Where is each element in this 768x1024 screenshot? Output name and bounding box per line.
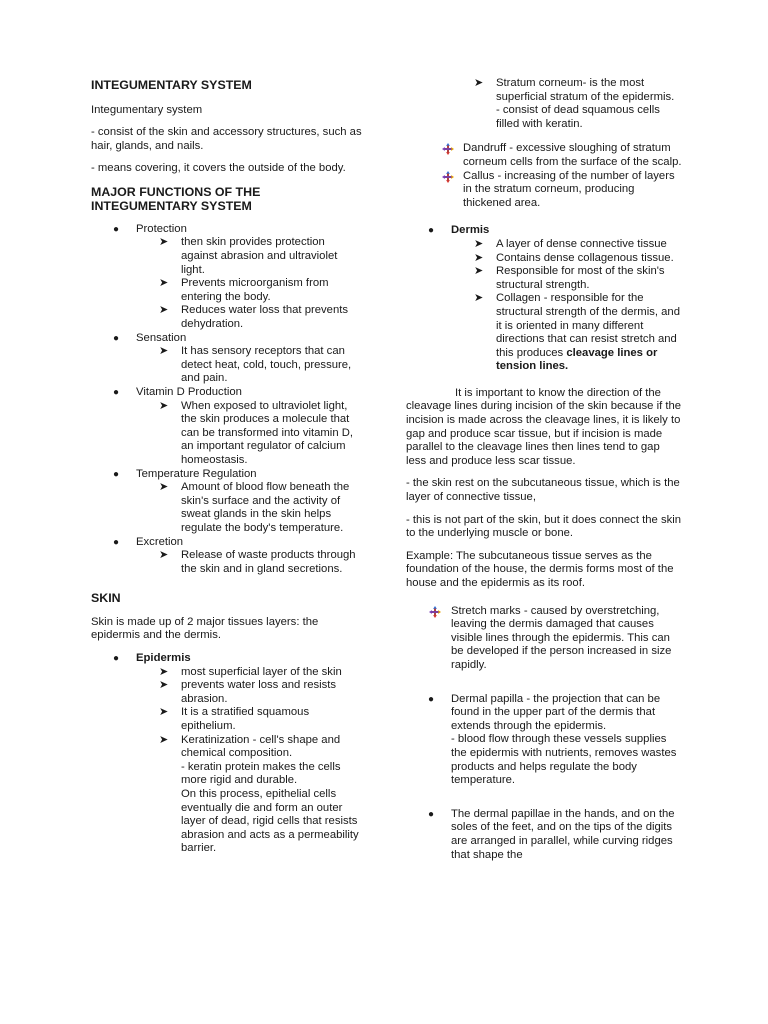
keratinization-text: Keratinization - cell's shape and chemical composition. — [181, 733, 341, 760]
bullet-icon: ● — [113, 653, 120, 664]
list-item: ➤ Release of waste products through the skin and in gland secretions. — [159, 549, 356, 575]
arrow-bullet-icon: ➤ — [474, 237, 484, 250]
list-item: ● The dermal papillae in the hands, and on the soles of the feet, and on the tips of the digits are arranged in parallel, while curving ridges that shape the — [428, 807, 675, 861]
bullet-icon: ● — [428, 693, 435, 705]
four-arrow-bullet-icon — [442, 171, 454, 183]
list-item: ➤ Reduces water loss that prevents dehydration. — [159, 304, 349, 331]
list-item: ● Epidermis — [113, 652, 191, 664]
functions-heading: MAJOR FUNCTIONS OF THE INTEGUMENTARY SYSTEM — [91, 184, 261, 214]
list-item: Stretch marks - caused by overstretching, leaving the dermis damaged that causes visible lines through the epidermis. This can be developed if the person increased in size rapidly. — [406, 605, 682, 673]
arrow-bullet-icon: ➤ — [159, 399, 169, 412]
arrow-bullet-icon: ➤ — [159, 706, 169, 719]
page-title: INTEGUMENTARY SYSTEM — [91, 78, 252, 92]
list-item: ● Dermis — [428, 224, 490, 237]
keratinization-process: On this process, epithelial cells eventually die and form an outer layer of dead, rigid cells that resists abrasion and acts as a permeability barrier. — [181, 787, 359, 855]
list-item: ● Sensation — [113, 331, 187, 344]
definition-2: - means covering, it covers the outside of the body. — [91, 162, 346, 175]
bullet-icon: ● — [113, 332, 120, 344]
keratinization-note: - keratin protein makes the cells more rigid and durable. — [181, 760, 341, 787]
cleavage-lines-term: cleavage lines or tension lines. — [496, 346, 658, 373]
skin-heading: SKIN — [91, 591, 121, 606]
bullet-icon: ● — [113, 387, 120, 398]
example-paragraph: Example: The subcutaneous tissue serves as the foundation of the house, the dermis forms most of the house and the epidermis as its roof. — [406, 549, 674, 589]
subcutaneous-paragraph-2: - this is not part of the skin, but it does connect the skin to the underlying muscle or bone. — [406, 513, 682, 540]
list-item: ➤ Amount of blood flow beneath the skin's surface and the activity of sweat glands in the skin helps regulate the body's temperature. — [159, 481, 350, 534]
list-item: Dandruff - excessive sloughing of stratum corneum cells from the surface of the scalp. — [406, 142, 682, 169]
list-item: ➤ When exposed to ultraviolet light, the skin produces a molecule that can be transformed into vitamin D, an important regulator of calcium homeostasis. — [159, 399, 354, 466]
epidermis-list — [91, 652, 363, 856]
left-column — [91, 76, 363, 856]
arrow-bullet-icon: ➤ — [159, 277, 169, 290]
list-item — [91, 734, 363, 856]
list-item: ➤ most superficial layer of the skin — [159, 665, 342, 678]
arrow-bullet-icon: ➤ — [159, 733, 169, 746]
list-item: ➤ It has sensory receptors that can detect heat, cold, touch, pressure, and pain. — [159, 345, 352, 385]
arrow-bullet-icon: ➤ — [159, 679, 169, 692]
list-item: ➤ Stratum corneum- is the most superficial stratum of the epidermis. - consist of dead squamous cells filled with keratin. — [474, 77, 675, 130]
list-item: ● Temperature Regulation — [113, 467, 257, 480]
cleavage-paragraph: It is important to know the direction of the cleavage lines during incision of the skin because if the incision is made across the cleavage lines, it is likely to gap and produce scar tissue, but if incision is made parallel to the cleavage lines then lines tend to gap less and produce less scar tissue. — [406, 386, 682, 467]
arrow-bullet-icon: ➤ — [474, 77, 484, 89]
right-column — [406, 77, 682, 862]
subcutaneous-paragraph-1: - the skin rest on the subcutaneous tissue, which is the layer of connective tissue, — [406, 477, 680, 504]
subtitle: Integumentary system — [91, 103, 203, 116]
arrow-bullet-icon: ➤ — [474, 251, 484, 264]
list-item: ➤ prevents water loss and resists abrasion. — [159, 679, 337, 705]
list-item: ➤ It is a stratified squamous epithelium. — [159, 706, 310, 732]
bullet-icon: ● — [113, 536, 120, 548]
functions-list — [91, 223, 363, 576]
bullet-icon: ● — [428, 225, 435, 237]
definition-1: - consist of the skin and accessory structures, such as hair, glands, and nails. — [91, 126, 362, 152]
list-item: ➤ Collagen - responsible for the structural strength of the dermis, and it is oriented in many different directions that can resist stretch and this produces cleavage lines or tension lines. — [474, 292, 680, 373]
list-item: ● Protection — [113, 222, 187, 235]
dermis-list — [406, 224, 682, 374]
bullet-icon: ● — [113, 468, 120, 480]
list-item: ➤ A layer of dense connective tissue — [474, 237, 667, 250]
arrow-bullet-icon: ➤ — [474, 265, 484, 278]
list-item: ➤ then skin provides protection against abrasion and ultraviolet light. — [159, 236, 338, 276]
four-arrow-bullet-icon — [429, 606, 441, 618]
arrow-bullet-icon: ➤ — [159, 549, 169, 562]
arrow-bullet-icon: ➤ — [159, 236, 169, 249]
list-item: ➤ Prevents microorganism from entering the body. — [159, 277, 329, 303]
bullet-icon: ● — [428, 808, 435, 820]
stratum-notes — [406, 142, 682, 210]
list-item: ● Excretion — [113, 535, 184, 548]
list-item: ● Vitamin D Production — [113, 386, 242, 398]
arrow-bullet-icon: ➤ — [474, 292, 484, 305]
arrow-bullet-icon: ➤ — [159, 304, 169, 317]
bullet-icon: ● — [113, 223, 120, 235]
list-item: ➤ Responsible for most of the skin's structural strength. — [474, 265, 665, 291]
four-arrow-bullet-icon — [442, 143, 454, 155]
list-item: Callus - increasing of the number of layers in the stratum corneum, producing thickened area. — [406, 170, 682, 211]
arrow-bullet-icon: ➤ — [159, 665, 169, 678]
arrow-bullet-icon: ➤ — [159, 481, 169, 494]
list-item: ● Dermal papilla - the projection that can be found in the upper part of the dermis that extends through the epidermis. - blood flow through these vessels supplies the epidermis with nutrients, removes wastes products and helps regulate the body temperature. — [428, 692, 677, 787]
list-item: ➤ Contains dense collagenous tissue. — [474, 251, 674, 264]
arrow-bullet-icon: ➤ — [159, 345, 169, 358]
skin-intro: Skin is made up of 2 major tissues layers: the epidermis and the dermis. — [91, 615, 319, 642]
